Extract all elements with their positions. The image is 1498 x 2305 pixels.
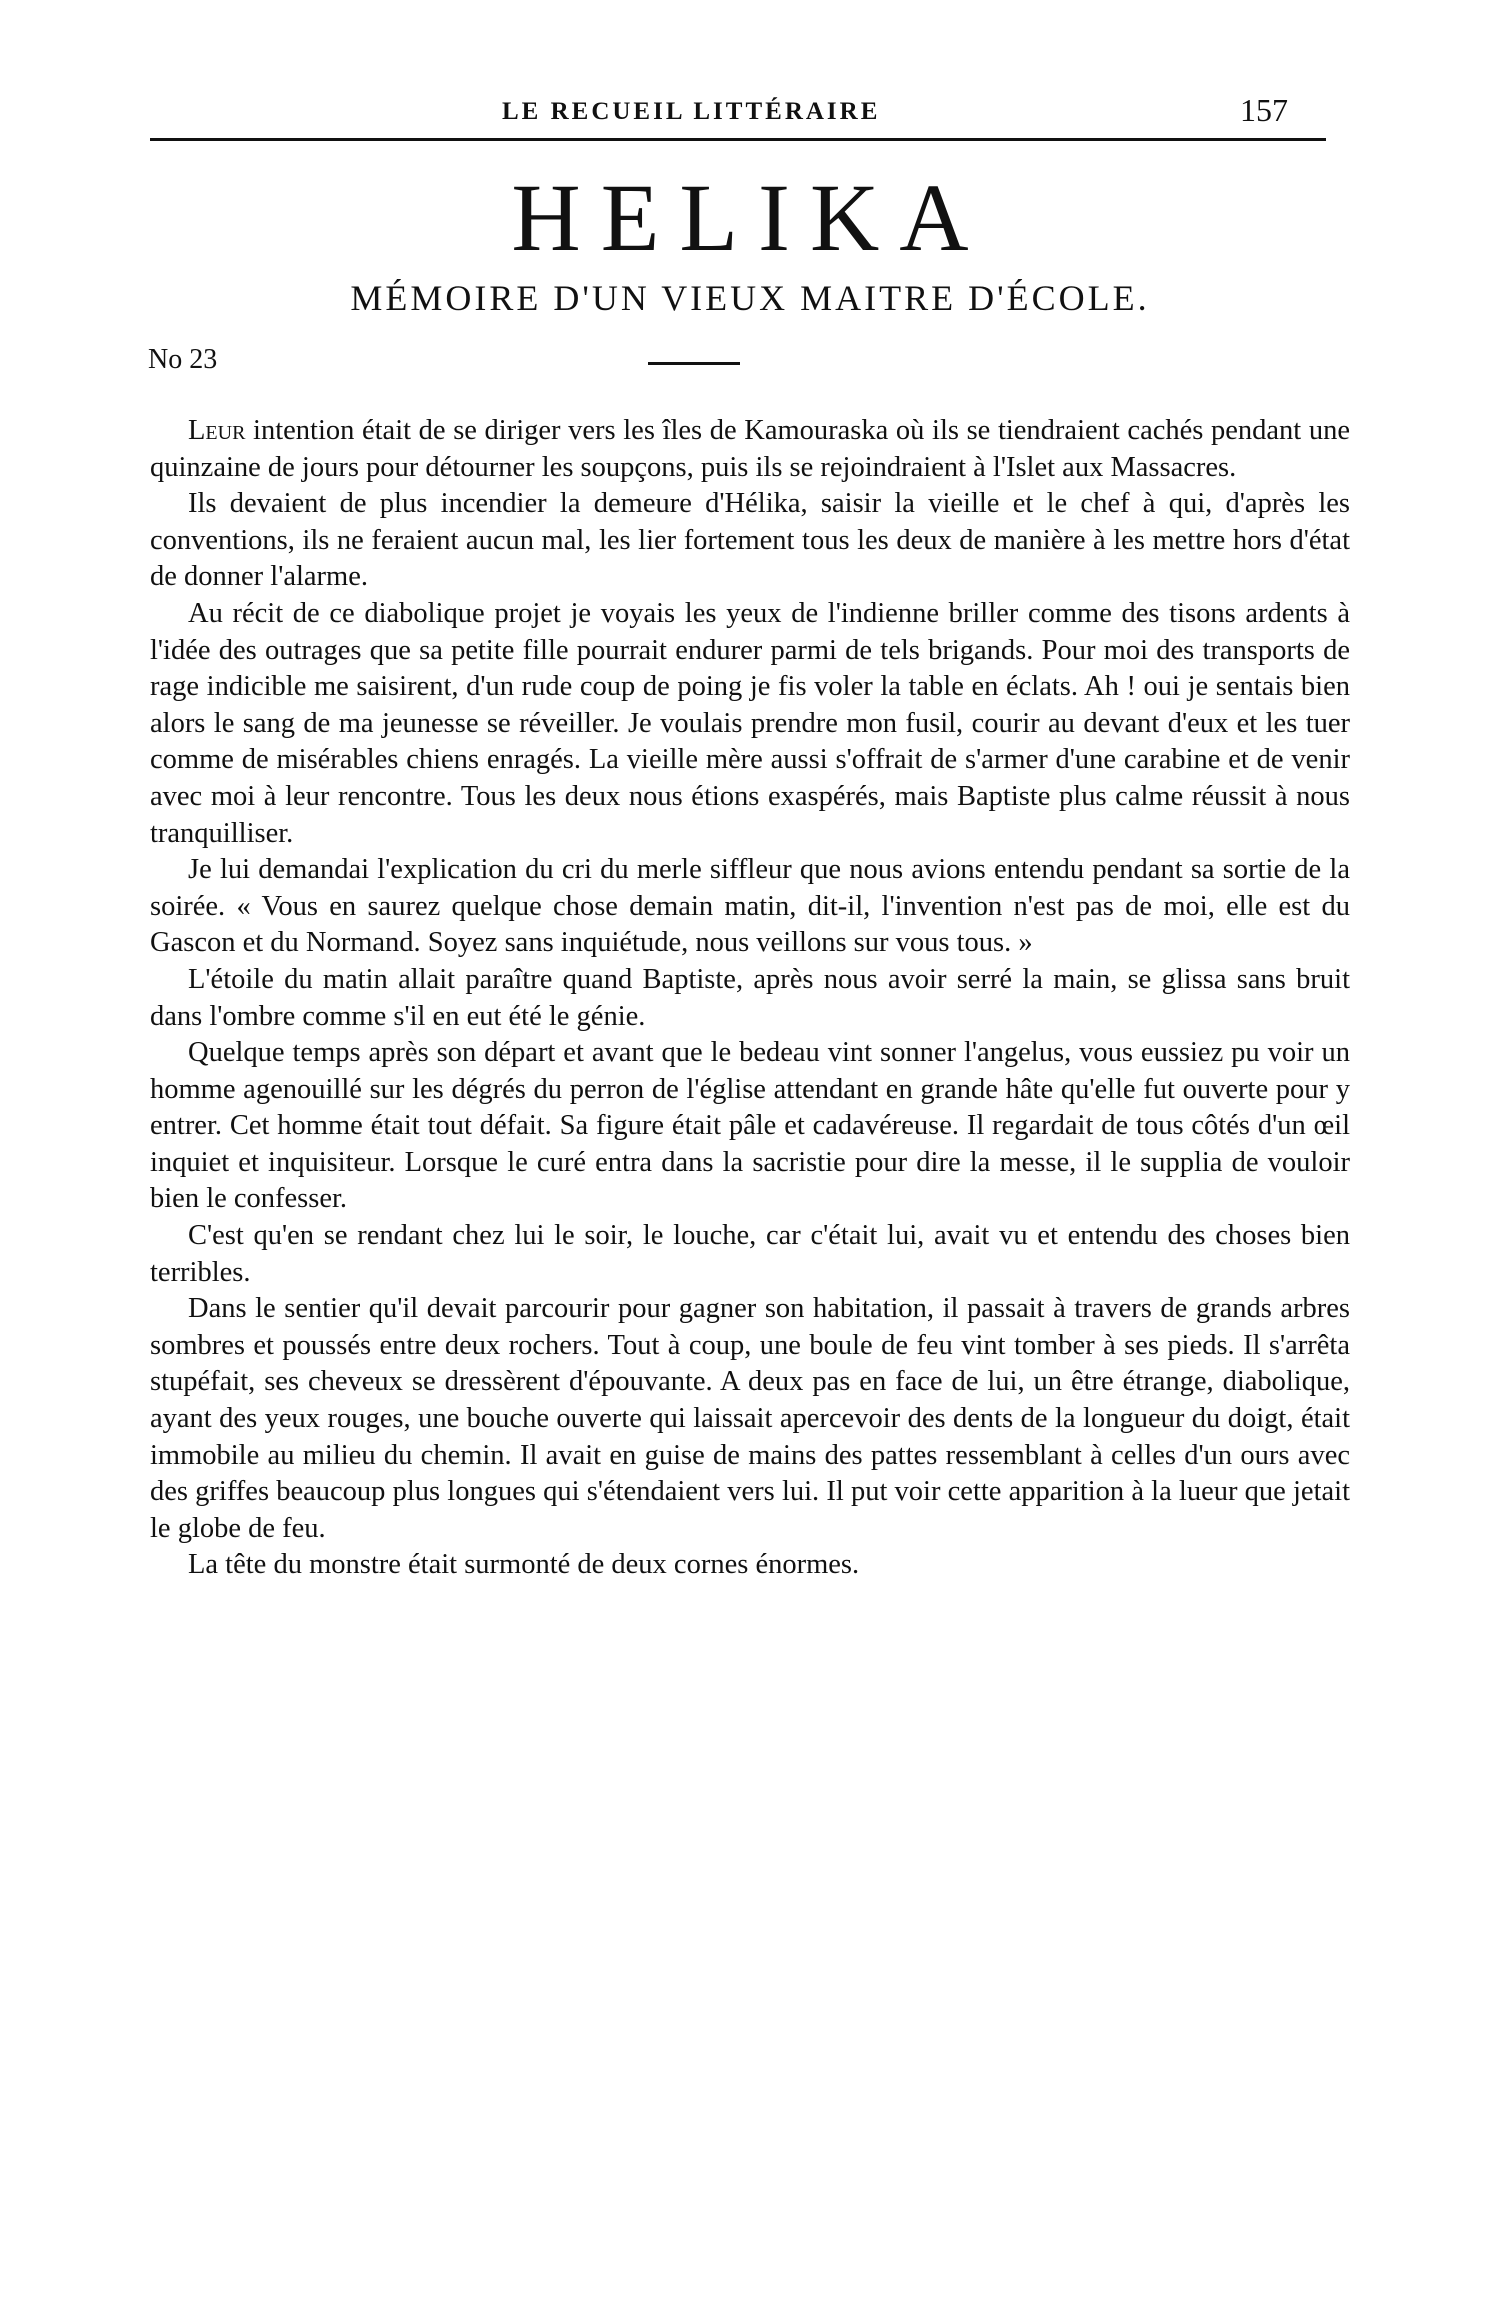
- paragraph: Au récit de ce diabolique projet je voyais les yeux de l'indienne briller comme des tisons ardents à l'idée des outrages que sa petite fille pourrait endurer parmi de tels brigands. Pour moi des transports de rage indicible me saisirent, d'un rude coup de poing je fis voler la table en éclats. Ah ! oui je sentais bien alors le sang de ma jeunesse se réveiller. Je voulais prendre mon fusil, courir au devant d'eux et les tuer comme de misérables chiens enragés. La vieille mère aussi s'offrait de s'armer d'une carabine et de venir avec moi à leur rencontre. Tous les deux nous étions exaspérés, mais Baptiste plus calme réussit à nous tranquilliser.: [150, 597, 1350, 849]
- article-title: HELIKA: [511, 164, 989, 271]
- paragraph: Quelque temps après son départ et avant que le bedeau vint sonner l'angelus, vous eussiez pu voir un homme agenouillé sur les dégrés du perron de l'église attendant en grande hâte qu'elle fut ouverte pour y entrer. Cet homme était tout défait. Sa figure était pâle et cadavéreuse. Il regardait de tous côtés d'un œil inquiet et inquisiteur. Lorsque le curé entra dans la sacristie pour dire la messe, il le supplia de vouloir bien le confesser.: [150, 1037, 1350, 1215]
- lead-word: Leur: [188, 415, 246, 446]
- paragraph: L'étoile du matin allait paraître quand Baptiste, après nous avoir serré la main, se glissa sans bruit dans l'ombre comme s'il en eut été le génie.: [150, 963, 1350, 1032]
- issue-number: No 23: [148, 344, 218, 375]
- running-title: LE RECUEIL LITTÉRAIRE: [502, 98, 881, 125]
- paragraph: La tête du monstre était surmonté de deux cornes énormes.: [188, 1549, 860, 1581]
- title-rule: [648, 362, 740, 365]
- book-page: [150, 0, 1350, 2305]
- article-subtitle: MÉMOIRE D'UN VIEUX MAITRE D'ÉCOLE.: [350, 278, 1150, 318]
- article-body: [150, 413, 1350, 1584]
- paragraph: Ils devaient de plus incendier la demeure d'Hélika, saisir la vieille et le chef à qui, d'après les conventions, ils ne feraient aucun mal, les lier fortement tous les deux de manière à les mettre hors d'état de donner l'alarme.: [150, 488, 1350, 593]
- running-head: [150, 92, 1326, 141]
- paragraph: Dans le sentier qu'il devait parcourir pour gagner son habitation, il passait à travers de grands arbres sombres et poussés entre deux rochers. Tout à coup, une boule de feu vint tomber à ses pieds. Il s'arrêta stupéfait, ses cheveux se dressèrent d'épouvante. A deux pas en face de lui, un être étrange, diabolique, ayant des yeux rouges, une bouche ouverte qui laissait apercevoir des dents de la longueur du doigt, était immobile au milieu du chemin. Il avait en guise de mains des pattes ressemblant à celles d'un ours avec des griffes beaucoup plus longues qui s'étendaient vers lui. Il put voir cette apparition à la lueur que jetait le globe de feu.: [150, 1293, 1350, 1544]
- paragraph: [150, 413, 1350, 486]
- page-number: 157: [1240, 92, 1288, 128]
- paragraph: C'est qu'en se rendant chez lui le soir, le louche, car c'était lui, avait vu et entendu des choses bien terribles.: [150, 1220, 1350, 1288]
- paragraph-text: intention était de se diriger vers les îles de Kamouraska où ils se tiendraient cachés pendant une quinzaine de jours pour détourner les soupçons, puis ils se rejoindraient à l'Islet aux Massacres.: [150, 415, 1350, 483]
- paragraph: Je lui demandai l'explication du cri du merle siffleur que nous avions entendu pendant sa sortie de la soirée. « Vous en saurez quelque chose demain matin, dit-il, l'invention n'est pas de moi, elle est du Gascon et du Normand. Soyez sans inquiétude, nous veillons sur vous tous. »: [150, 854, 1350, 959]
